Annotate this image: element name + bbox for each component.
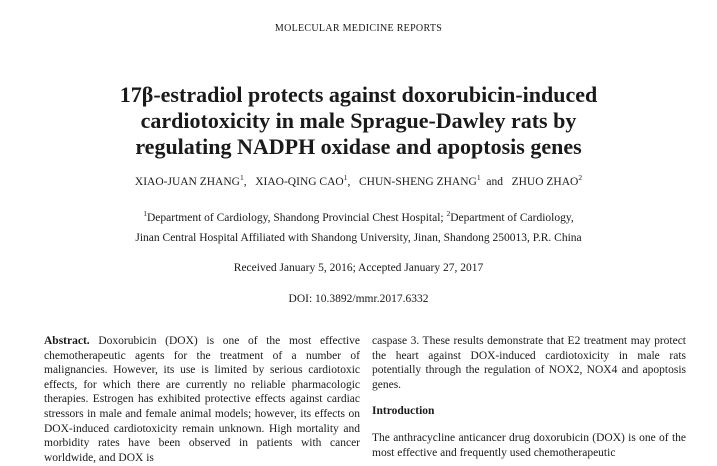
author-name: XIAO-QING CAO <box>255 176 344 188</box>
right-column <box>372 334 686 460</box>
abstract-label: Abstract. <box>44 335 90 347</box>
affiliations <box>60 208 657 248</box>
paper-title <box>60 82 657 160</box>
affiliation-text: Department of Cardiology, <box>450 212 574 224</box>
affiliation-line: Jinan Central Hospital Affiliated with Shandong University, Jinan, Shandong 250013, P.R. China <box>135 232 582 244</box>
author <box>255 173 348 188</box>
affiliation-line <box>60 208 657 228</box>
abstract-continuation: caspase 3. These results demonstrate that E2 treatment may protect the heart against DOX-induced cardiotoxicity in male rats potentially through the regulation of NOX2, NOX4 and apoptosis genes. <box>372 335 686 391</box>
affiliation-mark: 2 <box>446 209 451 219</box>
abstract-text: Doxorubicin (DOX) is one of the most effective chemotherapeutic agents for the treatment of a number of malignancies. However, its use is limited by serious cardiotoxic effects, for which there are currently no reliable pharmacologic therapies. Estrogen has exhibited protective effects against cardiac stressors in male and female animal models; however, its effects on DOX-induced cardiotoxicity remain unknown. High mortality and morbidity rates have been observed in patients with cancer worldwide, and DOX is <box>44 335 363 464</box>
author-name: CHUN-SHENG ZHANG <box>358 176 477 188</box>
section-heading-introduction: Introduction <box>372 405 435 418</box>
author <box>511 173 583 188</box>
author-name: XIAO-JUAN ZHANG <box>134 176 240 188</box>
author-affiliation-mark: 1 <box>239 173 244 183</box>
author-affiliation-mark: 2 <box>578 173 583 183</box>
author-affiliation-mark: 1 <box>343 173 348 183</box>
introduction-paragraph: The anthracycline anticancer drug doxorubicin (DOX) is one of the most effective and frequently used chemotherapeutic <box>372 431 686 459</box>
author-name: ZHUO ZHAO <box>511 176 579 188</box>
affiliation-mark: 1 <box>143 209 147 219</box>
journal-header: MOLECULAR MEDICINE REPORTS <box>274 23 443 34</box>
author-separator: and <box>480 176 509 188</box>
author <box>358 173 481 188</box>
author-list <box>0 173 717 188</box>
title-line: cardiotoxicity in male Sprague-Dawley rats by <box>140 108 577 133</box>
author <box>134 173 244 188</box>
title-line: regulating NADPH oxidase and apoptosis genes <box>135 134 582 159</box>
author-affiliation-mark: 1 <box>476 173 481 183</box>
doi: DOI: 10.3892/mmr.2017.6332 <box>288 293 429 305</box>
abstract-column <box>44 334 363 465</box>
received-dates: Received January 5, 2016; Accepted January 27, 2017 <box>233 262 484 274</box>
abstract-paragraph <box>44 334 363 465</box>
author-separator: , <box>347 176 357 188</box>
title-line: 17β-estradiol protects against doxorubicin-induced <box>119 82 598 107</box>
affiliation-text: Department of Cardiology, Shandong Provincial Chest Hospital; <box>147 212 447 224</box>
author-separator: , <box>243 176 253 188</box>
